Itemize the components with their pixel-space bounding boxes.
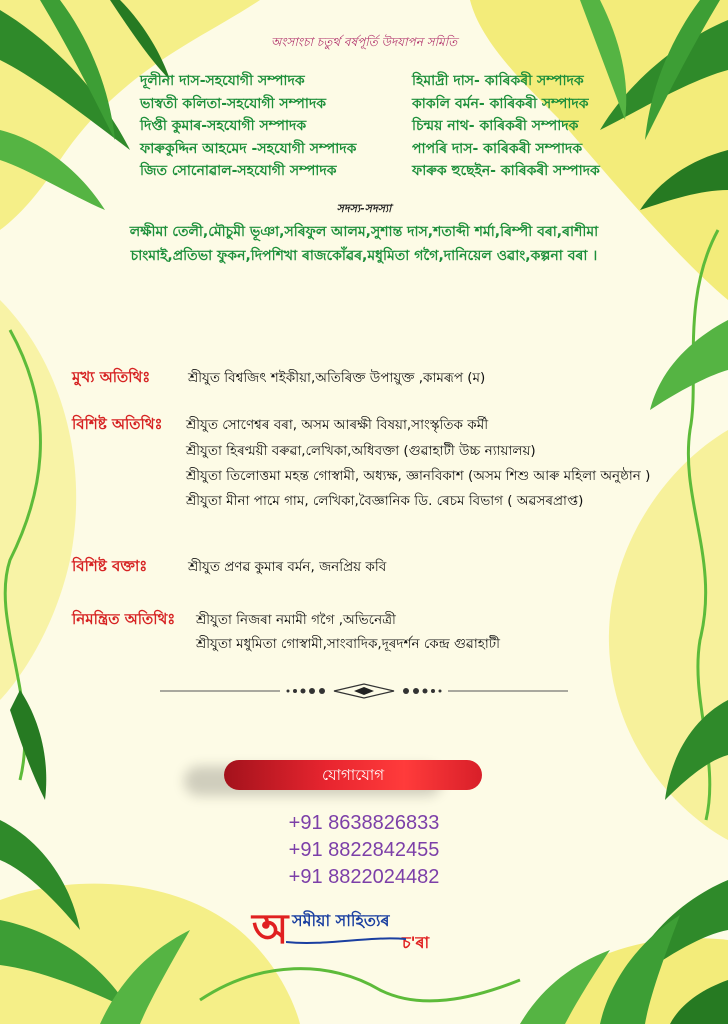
organizer-title: অংসাংচা চতুৰ্থ বৰ্ষপূৰ্তি উদযাপন সমিতি — [270, 35, 458, 49]
phone-number: +91 8822842455 — [288, 839, 440, 861]
committee-left-list — [140, 70, 356, 183]
special-speaker-label: বিশিষ্ট বক্তাঃ — [72, 557, 148, 575]
phone-number: +91 8822024482 — [288, 866, 440, 888]
committee-member: চিন্ময় নাথ- কাৰিকৰী সম্পাদক — [412, 118, 579, 134]
committee-right-list — [412, 70, 600, 183]
special-guest-line: শ্ৰীযুতা মীনা পামে গাম, লেখিকা,বৈজ্ঞানিক ডি. ৰেচম বিভাগ ( অৱসৰপ্ৰাপ্ত) — [186, 493, 584, 509]
logo-top-text: সমীয়া সাহিত্যৰ — [292, 911, 390, 930]
committee-member: ফাৰুকুদ্দিন আহমেদ -সহযোগী সম্পাদক — [140, 140, 357, 157]
committee-member: পাপৰি দাস- কাৰিকৰী সম্পাদক — [412, 140, 583, 157]
special-guest-line: শ্ৰীযুতা হিৰণ্ময়ী বৰুৱা,লেখিকা,অধিবক্তা (গুৱাহাটী উচ্চ ন্যায়ালয়) — [186, 443, 536, 459]
committee-member: জিত সোনোৱাল-সহযোগী সম্পাদক — [140, 163, 337, 179]
special-guests-label: বিশিষ্ট অতিথিঃ — [72, 415, 163, 433]
ornamental-divider — [160, 683, 568, 699]
committee-member: হিমাদ্ৰী দাস- কাৰিকৰী সম্পাদক — [412, 73, 584, 89]
members-line: লক্ষীমা তেলী,মৌচুমী ভূঞা,সৰিফুল আলম,সুশান্ত দাস,শতাব্দী শৰ্মা,ৰিম্পী বৰা,ৰাশীমা — [129, 224, 599, 240]
phone-number: +91 8638826833 — [288, 812, 440, 834]
logo-bottom-text: চ'ৰা — [402, 933, 430, 952]
chief-guest-line: শ্ৰীযুত বিশ্বজিৎ শইকীয়া,অতিৰিক্ত উপায়ুক্ত ,কামৰূপ (ম) — [188, 370, 486, 386]
special-guest-line: শ্ৰীযুতা তিলোত্তমা মহন্ত গোস্বামী, অধ্যক্ষ, জ্ঞানবিকাশ (অসম শিশু আৰু মহিলা অনুষ্ঠান ) — [186, 468, 651, 484]
special-guest-line: শ্ৰীযুত সোণেশ্বৰ বৰা, অসম আৰক্ষী বিষয়া,সাংস্কৃতিক কৰ্মী — [186, 417, 489, 433]
members-heading: সদস্য-সদস্যা — [336, 202, 392, 215]
committee-member: ফাৰুক হুছেইন- কাৰিকৰী সম্পাদক — [412, 163, 600, 179]
members-line: চাংমাই,প্ৰতিভা ফুকন,দিপশিখা ৰাজকোঁৱৰ,মধুমিতা গগৈ,দানিয়েল ওৱাং,কল্পনা বৰা । — [130, 248, 598, 264]
logo-initial: অ — [252, 904, 289, 953]
contact-heading-banner: যোগাযোগ — [224, 760, 482, 790]
committee-member: দূলীনা দাস-সহযোগী সম্পাদক — [140, 73, 305, 89]
invited-guest-line: শ্ৰীযুতা মধুমিতা গোস্বামী,সাংবাদিক,দূৰদৰ্শন কেন্দ্ৰ গুৱাহাটী — [196, 636, 500, 652]
invited-guest-line: শ্ৰীযুতা নিজৰা নমামী গগৈ ,অভিনেত্ৰী — [196, 612, 396, 628]
logo-swoosh — [286, 936, 406, 946]
chief-guest-label: মুখ্য অতিথিঃ — [72, 368, 151, 386]
committee-member: দিপ্তী কুমাৰ-সহযোগী সম্পাদক — [140, 118, 307, 134]
organization-logo — [252, 902, 492, 962]
invited-guests-label: নিমন্ত্ৰিত অতিথিঃ — [72, 610, 176, 628]
committee-member: কাকলি বৰ্মন- কাৰিকৰী সম্পাদক — [412, 95, 589, 112]
special-speaker-line: শ্ৰীযুত প্ৰণৱ কুমাৰ বৰ্মন, জনপ্ৰিয় কবি — [188, 559, 387, 575]
committee-member: ভাস্বতী কলিতা-সহযোগী সম্পাদক — [140, 95, 327, 112]
